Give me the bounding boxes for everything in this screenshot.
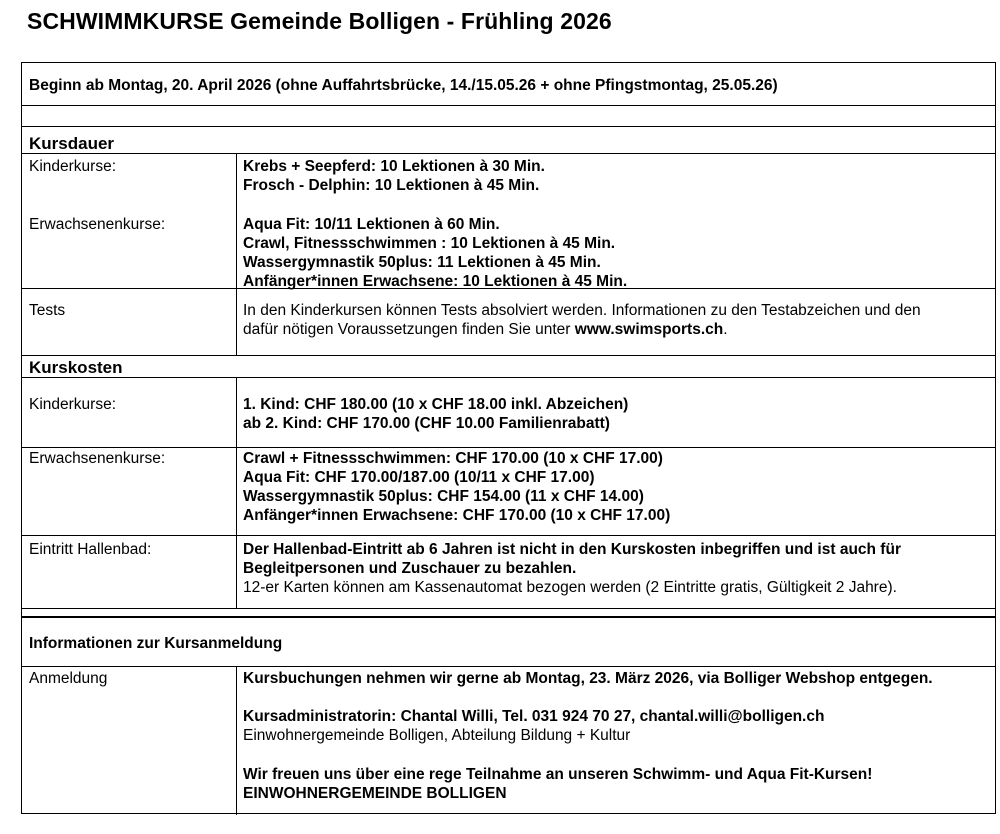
section-heading-anmeldung: Informationen zur Kursanmeldung [29,635,283,652]
erw-duration-3: Wassergymnastik 50plus: 11 Lektionen à 45 Min. [243,254,601,271]
course-table [21,62,996,814]
divider [22,153,995,154]
label-erwachsenenkurse: Erwachsenenkurse: [29,216,166,233]
section-heading-kurskosten: Kurskosten [29,358,123,377]
anmeldung-line-1: Kursbuchungen nehmen wir gerne ab Montag, 23. März 2026, via Bolliger Webshop entgegen. [243,670,933,687]
column-divider [236,153,237,355]
erw-cost-1: Crawl + Fitnessschwimmen: CHF 170.00 (10 x CHF 17.00) [243,450,663,467]
divider [22,616,995,618]
kinder-cost-2: ab 2. Kind: CHF 170.00 (CHF 10.00 Familienrabatt) [243,415,610,432]
divider [22,447,995,448]
label-anmeldung: Anmeldung [29,670,108,687]
tests-text-2 [243,320,728,339]
eintritt-text-1: Der Hallenbad-Eintritt ab 6 Jahren ist nicht in den Kurskosten inbegriffen und ist auch für [243,541,901,558]
erw-cost-3: Wassergymnastik 50plus: CHF 154.00 (11 x CHF 14.00) [243,488,644,505]
label-tests: Tests [29,302,66,319]
tests-text-suffix: . [723,321,728,338]
label-kinderkurse-kosten: Kinderkurse: [29,396,117,413]
anmeldung-closing: Wir freuen uns über eine rege Teilnahme an unseren Schwimm- und Aqua Fit-Kursen! [243,766,873,783]
column-divider [236,666,237,815]
divider [22,535,995,536]
tests-text-prefix: dafür nötigen Voraussetzungen finden Sie unter [243,321,575,338]
erw-duration-2: Crawl, Fitnessschwimmen : 10 Lektionen à 45 Min. [243,235,616,252]
tests-text-1: In den Kinderkursen können Tests absolviert werden. Informationen zu den Testabzeichen und den [243,302,921,319]
eintritt-text-2: Begleitpersonen und Zuschauer zu bezahlen. [243,560,577,577]
column-divider [236,377,237,608]
page-title: SCHWIMMKURSE Gemeinde Bolligen - Frühling 2026 [27,8,612,34]
label-kinderkurse: Kinderkurse: [29,158,117,175]
erw-duration-4: Anfänger*innen Erwachsene: 10 Lektionen à 45 Min. [243,273,628,290]
section-heading-kursdauer: Kursdauer [29,134,115,153]
divider [22,105,995,106]
divider [22,355,995,356]
swimsports-link[interactable]: www.swimsports.ch [574,321,724,338]
anmeldung-dept: Einwohnergemeinde Bolligen, Abteilung Bildung + Kultur [243,727,631,744]
erw-duration-1: Aqua Fit: 10/11 Lektionen à 60 Min. [243,216,500,233]
course-start-info: Beginn ab Montag, 20. April 2026 (ohne Auffahrtsbrücke, 14./15.05.26 + ohne Pfingstmontag, 25.05.26) [29,77,778,94]
label-eintritt-hallenbad: Eintritt Hallenbad: [29,541,152,558]
kinder-cost-1: 1. Kind: CHF 180.00 (10 x CHF 18.00 inkl. Abzeichen) [243,396,629,413]
erw-cost-2: Aqua Fit: CHF 170.00/187.00 (10/11 x CHF 17.00) [243,469,595,486]
anmeldung-contact: Kursadministratorin: Chantal Willi, Tel. 031 924 70 27, chantal.willi@bolligen.ch [243,708,825,725]
erw-cost-4: Anfänger*innen Erwachsene: CHF 170.00 (10 x CHF 17.00) [243,507,671,524]
label-erwachsenenkurse-kosten: Erwachsenenkurse: [29,450,166,467]
divider [22,608,995,609]
anmeldung-signature: EINWOHNERGEMEINDE BOLLIGEN [243,785,507,802]
divider [22,666,995,667]
kinder-duration-1: Krebs + Seepferd: 10 Lektionen à 30 Min. [243,158,545,175]
eintritt-text-3: 12-er Karten können am Kassenautomat bezogen werden (2 Eintritte gratis, Gültigkeit 2 Jahre). [243,579,897,596]
kinder-duration-2: Frosch - Delphin: 10 Lektionen à 45 Min. [243,177,540,194]
divider [22,126,995,127]
divider [22,377,995,378]
